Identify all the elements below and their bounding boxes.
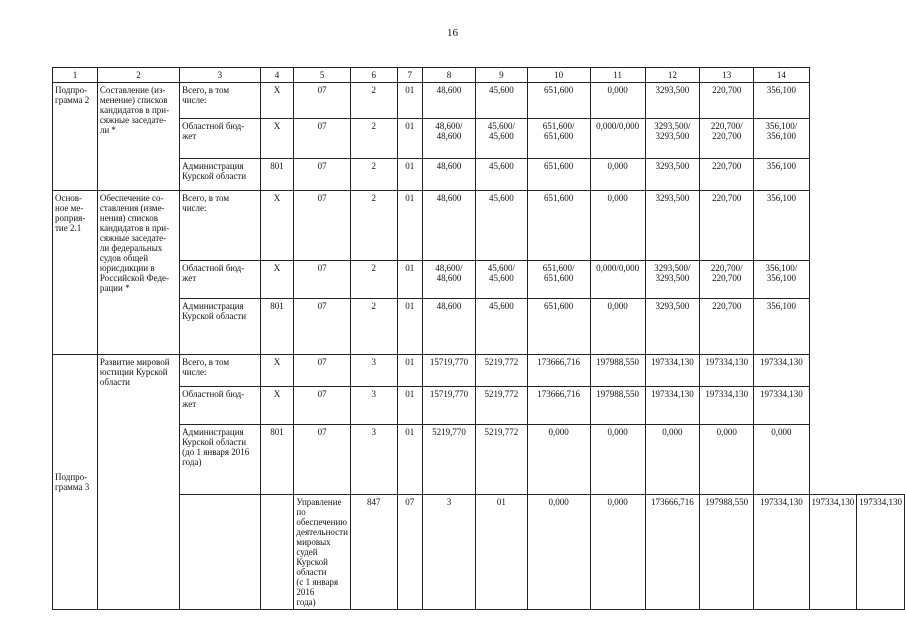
table-row	[53, 387, 905, 425]
value-cell: Х	[260, 119, 294, 159]
value-cell: 197334,130	[700, 355, 754, 387]
value-cell: 48,600/ 48,600	[422, 119, 475, 159]
value-cell: 45,600/ 45,600	[475, 119, 527, 159]
value-cell: 2	[350, 119, 397, 159]
value-cell: 0,000	[590, 299, 645, 355]
value-cell: 2	[350, 159, 397, 191]
value-cell: 651,600	[527, 83, 590, 119]
value-cell: 01	[397, 83, 422, 119]
value-cell: 651,600	[527, 191, 590, 261]
value-cell: 651,600	[527, 299, 590, 355]
value-cell: 197334,130	[809, 495, 857, 610]
program-name-cell: Развитие мировой юстиции Курской области	[97, 355, 179, 610]
value-cell: 0,000	[700, 425, 754, 495]
source-cell: Администрация Курской области (до 1 января 2016 года)	[180, 425, 260, 495]
source-cell: Администрация Курской области	[180, 299, 260, 355]
value-cell: 651,600/ 651,600	[527, 261, 590, 299]
value-cell: 197334,130	[754, 355, 809, 387]
source-cell: Всего, в том числе:	[180, 83, 260, 119]
value-cell: 15719,770	[422, 355, 475, 387]
value-cell: 5219,772	[475, 387, 527, 425]
value-cell: 2	[350, 261, 397, 299]
program-label-cell: Основ- ное ме- роприя- тие 2.1	[53, 191, 98, 355]
value-cell: 197334,130	[754, 495, 809, 610]
value-cell: 197334,130	[645, 387, 699, 425]
value-cell: Х	[260, 191, 294, 261]
value-cell: 847	[350, 495, 397, 610]
table-row	[53, 261, 905, 299]
column-number-row	[53, 68, 905, 83]
program-name-cell: Составление (из- менение) списков кандидатов в при- сяжные заседате- ли *	[97, 83, 179, 191]
source-cell: Областной бюд- жет	[180, 119, 260, 159]
value-cell: 197988,550	[590, 387, 645, 425]
value-cell: 01	[397, 261, 422, 299]
value-cell: 220,700	[700, 83, 754, 119]
column-number: 12	[645, 68, 699, 83]
value-cell: 220,700/ 220,700	[700, 261, 754, 299]
column-number: 11	[590, 68, 645, 83]
value-cell: 0,000	[590, 425, 645, 495]
value-cell: 173666,716	[527, 387, 590, 425]
table-row	[53, 355, 905, 387]
value-cell: 356,100	[754, 159, 809, 191]
value-cell: 45,600/ 45,600	[475, 261, 527, 299]
value-cell: 07	[397, 495, 422, 610]
column-number: 4	[260, 68, 294, 83]
value-cell: 0,000	[754, 425, 809, 495]
value-cell: 0,000	[527, 425, 590, 495]
value-cell: 220,700/ 220,700	[700, 119, 754, 159]
value-cell: 0,000	[590, 159, 645, 191]
value-cell: 197334,130	[645, 355, 699, 387]
value-cell: 220,700	[700, 159, 754, 191]
value-cell: 01	[475, 495, 527, 610]
program-label-cell: Подпро- грамма 2	[53, 83, 98, 191]
column-number: 6	[350, 68, 397, 83]
value-cell: 0,000	[590, 495, 645, 610]
source-cell: Всего, в том числе:	[180, 355, 260, 387]
value-cell: 3	[422, 495, 475, 610]
value-cell: 45,600	[475, 299, 527, 355]
value-cell: 197988,550	[700, 495, 754, 610]
value-cell: 356,100/ 356,100	[754, 119, 809, 159]
value-cell: Х	[260, 387, 294, 425]
table-row	[53, 495, 905, 610]
value-cell: 48,600	[422, 299, 475, 355]
program-name-cell	[260, 495, 294, 610]
source-cell: Управление по обеспечению деятельности мировых судей Курской области (с 1 января 2016 года)	[294, 495, 351, 610]
value-cell: 01	[397, 299, 422, 355]
value-cell: 651,600	[527, 159, 590, 191]
value-cell: 801	[260, 299, 294, 355]
value-cell: 0,000	[590, 83, 645, 119]
value-cell: Х	[260, 261, 294, 299]
program-name-cell: Обеспечение со- ставления (изме- нения) списков кандидатов в при- сяжные заседате- ли федеральных судов общей юрисдикции в Российской Феде- рации *	[97, 191, 179, 355]
value-cell: 220,700	[700, 299, 754, 355]
value-cell: 5219,770	[422, 425, 475, 495]
value-cell: Х	[260, 355, 294, 387]
column-number: 13	[700, 68, 754, 83]
value-cell: 45,600	[475, 191, 527, 261]
value-cell: 197988,550	[590, 355, 645, 387]
value-cell: 15719,770	[422, 387, 475, 425]
value-cell: 07	[294, 119, 351, 159]
table-row	[53, 425, 905, 495]
value-cell: 01	[397, 355, 422, 387]
value-cell: 45,600	[475, 159, 527, 191]
value-cell: 356,100/ 356,100	[754, 261, 809, 299]
value-cell: 801	[260, 159, 294, 191]
value-cell: 01	[397, 425, 422, 495]
program-label-cell	[180, 495, 260, 610]
value-cell: 0,000	[590, 191, 645, 261]
value-cell: Х	[260, 83, 294, 119]
value-cell: 356,100	[754, 83, 809, 119]
value-cell: 5219,772	[475, 425, 527, 495]
value-cell: 01	[397, 119, 422, 159]
value-cell: 48,600	[422, 83, 475, 119]
value-cell: 2	[350, 83, 397, 119]
value-cell: 5219,772	[475, 355, 527, 387]
value-cell: 3293,500	[645, 83, 699, 119]
value-cell: 173666,716	[645, 495, 699, 610]
column-number: 10	[527, 68, 590, 83]
value-cell: 220,700	[700, 191, 754, 261]
column-number: 9	[475, 68, 527, 83]
source-cell: Администрация Курской области	[180, 159, 260, 191]
program-label-cell: Подпро- грамма 3	[53, 355, 98, 610]
value-cell: 48,600	[422, 159, 475, 191]
value-cell: 3	[350, 355, 397, 387]
table-row	[53, 299, 905, 355]
value-cell: 651,600/ 651,600	[527, 119, 590, 159]
value-cell: 45,600	[475, 83, 527, 119]
value-cell: 07	[294, 159, 351, 191]
value-cell: 197334,130	[857, 495, 905, 610]
value-cell: 07	[294, 387, 351, 425]
value-cell: 07	[294, 191, 351, 261]
page-number: 16	[447, 27, 458, 39]
value-cell: 0,000	[527, 495, 590, 610]
value-cell: 3293,500	[645, 191, 699, 261]
value-cell: 0,000/0,000	[590, 119, 645, 159]
value-cell: 2	[350, 299, 397, 355]
value-cell: 0,000/0,000	[590, 261, 645, 299]
value-cell: 07	[294, 261, 351, 299]
value-cell: 0,000	[645, 425, 699, 495]
value-cell: 01	[397, 191, 422, 261]
value-cell: 197334,130	[754, 387, 809, 425]
value-cell: 01	[397, 387, 422, 425]
value-cell: 801	[260, 425, 294, 495]
value-cell: 3	[350, 425, 397, 495]
source-cell: Областной бюд- жет	[180, 261, 260, 299]
value-cell: 197334,130	[700, 387, 754, 425]
column-number: 3	[180, 68, 260, 83]
value-cell: 07	[294, 299, 351, 355]
table-row	[53, 83, 905, 119]
budget-table	[52, 67, 905, 610]
value-cell: 01	[397, 159, 422, 191]
column-number: 1	[53, 68, 98, 83]
value-cell: 48,600/ 48,600	[422, 261, 475, 299]
value-cell: 356,100	[754, 191, 809, 261]
value-cell: 07	[294, 83, 351, 119]
column-number: 14	[754, 68, 809, 83]
value-cell: 2	[350, 191, 397, 261]
column-number: 8	[422, 68, 475, 83]
column-number: 7	[397, 68, 422, 83]
column-number: 5	[294, 68, 351, 83]
column-number: 2	[97, 68, 179, 83]
table-row	[53, 159, 905, 191]
value-cell: 3293,500/ 3293,500	[645, 261, 699, 299]
value-cell: 3293,500	[645, 299, 699, 355]
value-cell: 07	[294, 425, 351, 495]
value-cell: 48,600	[422, 191, 475, 261]
value-cell: 3293,500/ 3293,500	[645, 119, 699, 159]
value-cell: 356,100	[754, 299, 809, 355]
table-row	[53, 191, 905, 261]
value-cell: 3293,500	[645, 159, 699, 191]
table-row	[53, 119, 905, 159]
value-cell: 3	[350, 387, 397, 425]
value-cell: 173666,716	[527, 355, 590, 387]
source-cell: Всего, в том числе:	[180, 191, 260, 261]
value-cell: 07	[294, 355, 351, 387]
source-cell: Областной бюд- жет	[180, 387, 260, 425]
